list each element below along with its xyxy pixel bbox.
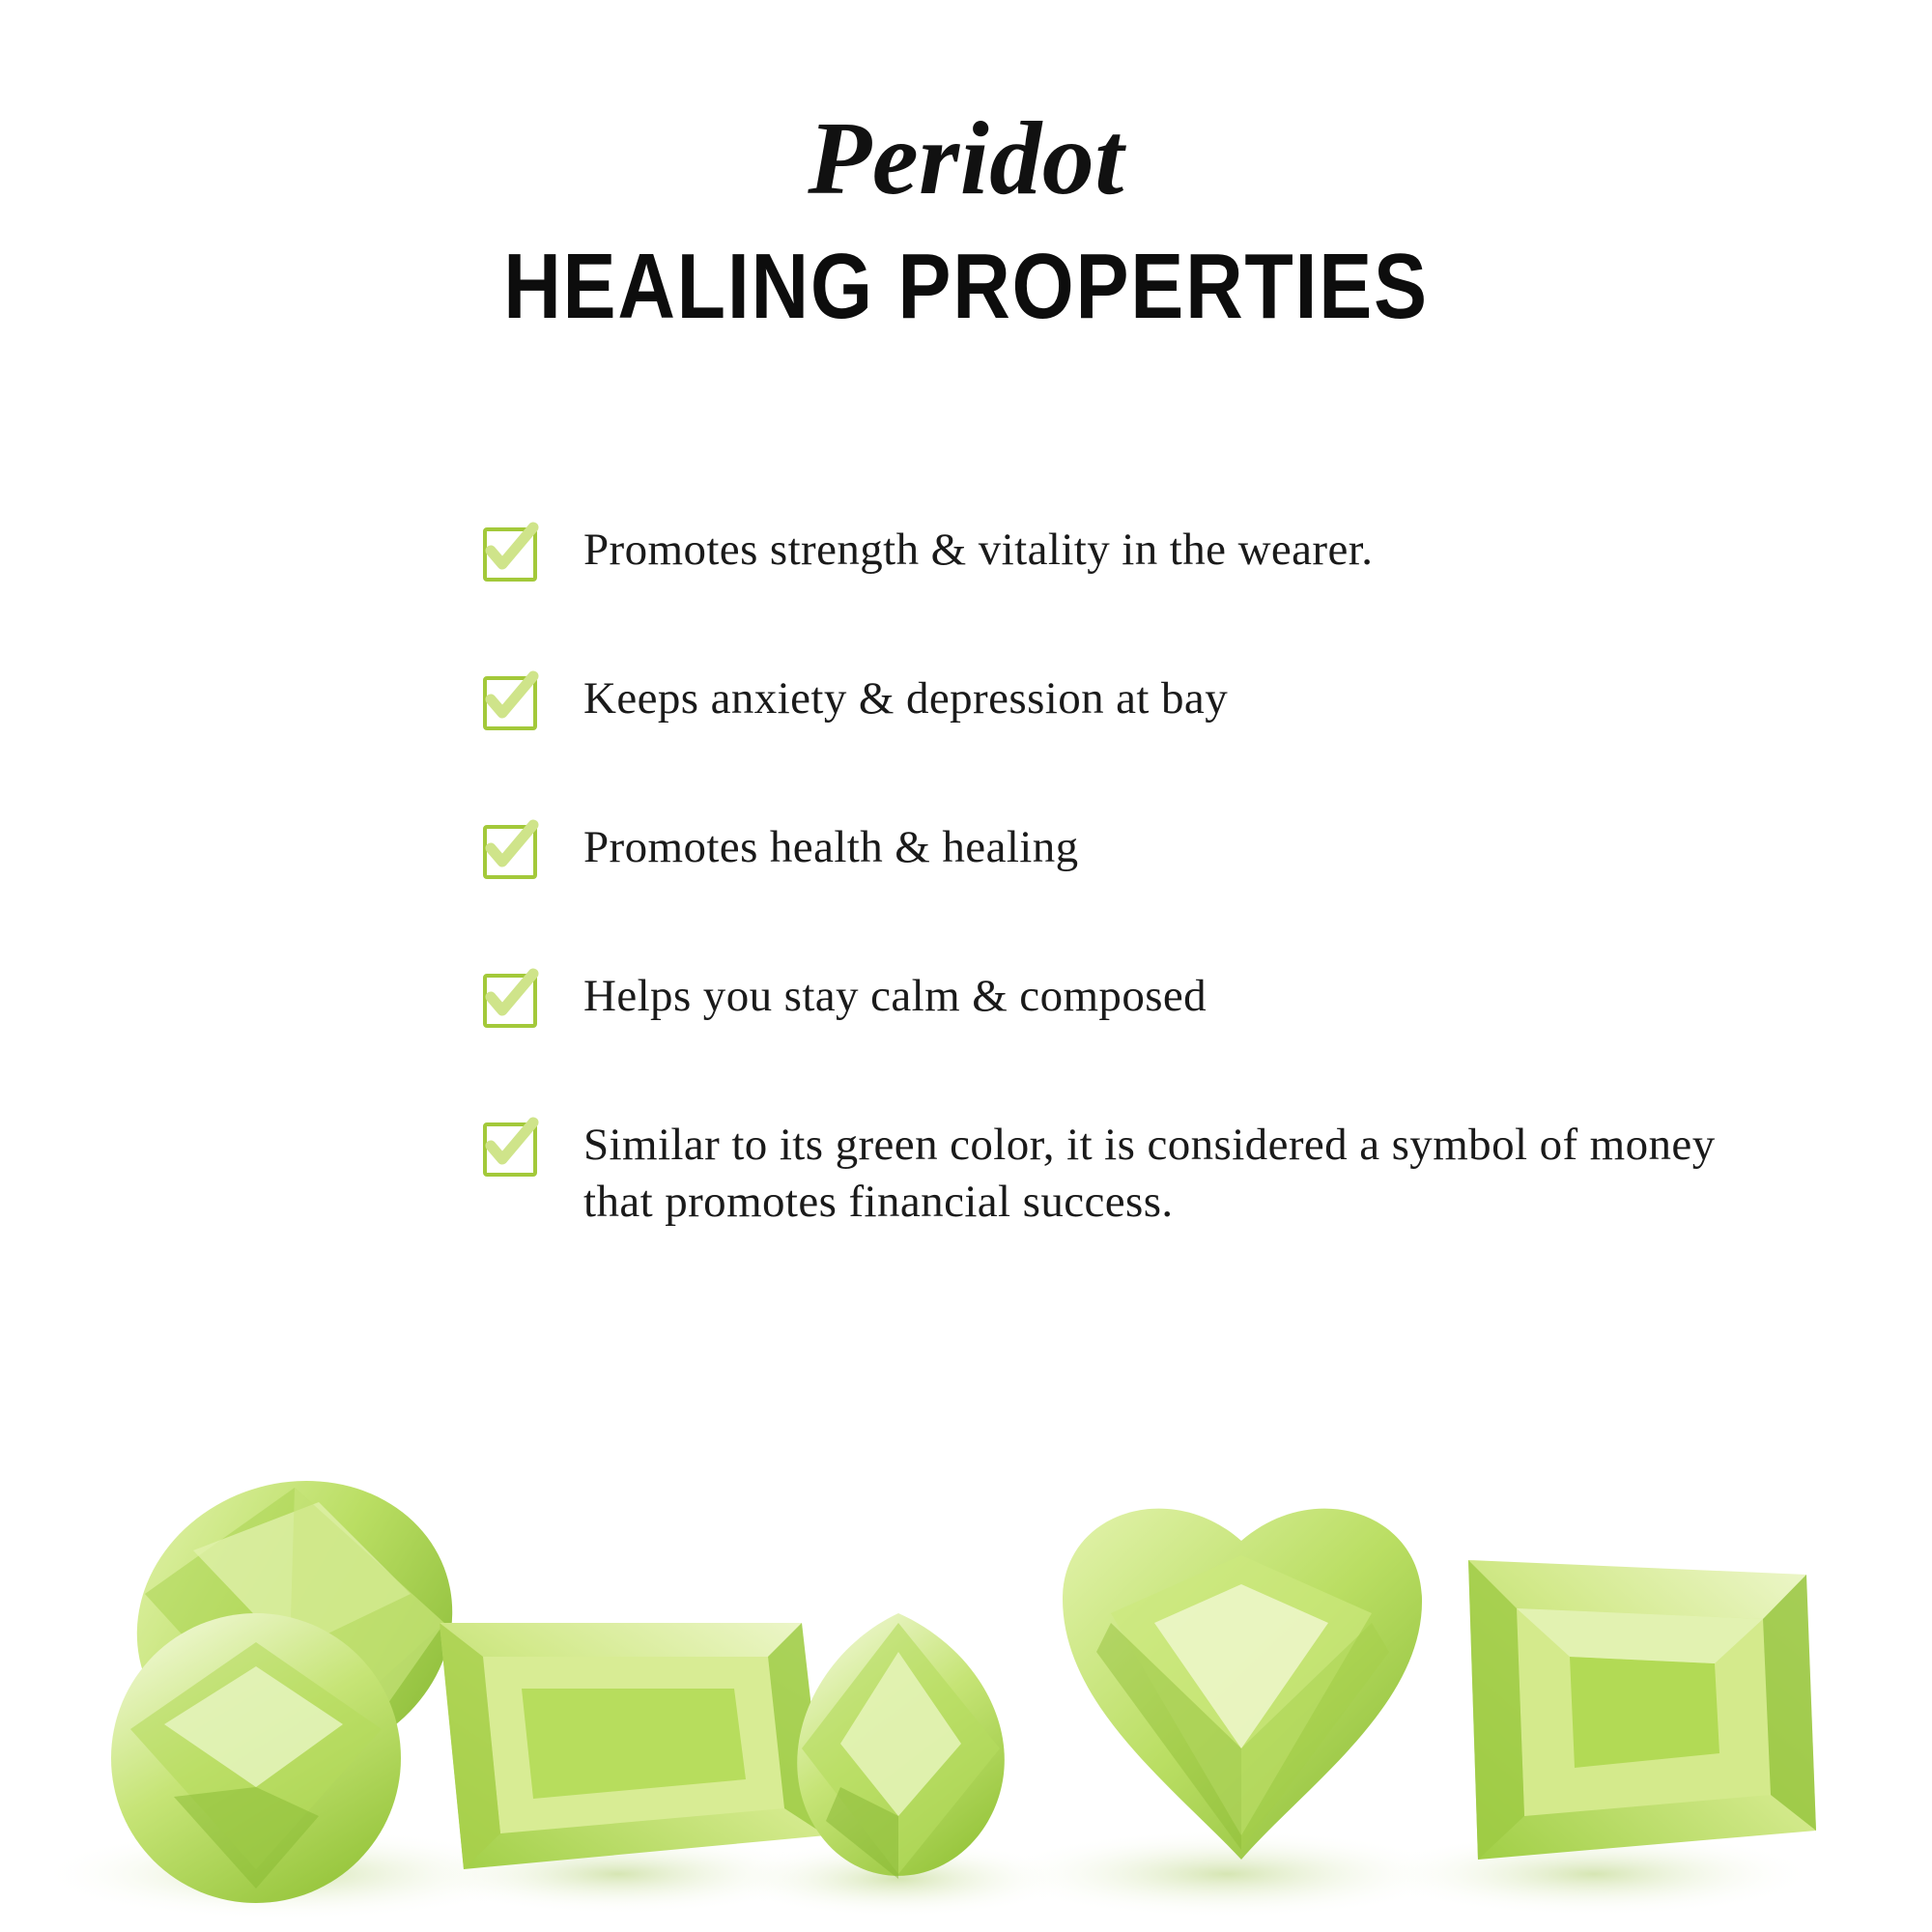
list-item: [483, 1117, 1826, 1231]
list-item-label: Keeps anxiety & depression at bay: [583, 673, 1229, 724]
pear-gem: [797, 1613, 1005, 1879]
checkmark-icon: [483, 527, 537, 582]
emerald-cut-gem: [440, 1623, 826, 1869]
checkmark-icon: [483, 825, 537, 879]
heart-gem: [1063, 1509, 1422, 1860]
list-item-label: Promotes health & healing: [583, 822, 1079, 872]
checkmark-icon: [483, 974, 537, 1028]
square-gem: [1468, 1560, 1816, 1860]
healing-properties-list: [483, 522, 1826, 1231]
checkmark-icon: [483, 676, 537, 730]
peridot-gemstones-illustration: [0, 1333, 1932, 1932]
list-item: [483, 522, 1826, 582]
list-item-label: Similar to its green color, it is considered a symbol of money that promotes financial success.: [583, 1120, 1716, 1228]
poster-header: [0, 101, 1932, 339]
round-gem-small: [111, 1613, 401, 1903]
list-item: [483, 670, 1826, 730]
list-item-label: Promotes strength & vitality in the wearer.: [583, 525, 1374, 575]
list-item: [483, 819, 1826, 879]
page-title-main: HEALING PROPERTIES: [503, 235, 1429, 339]
list-item-label: Helps you stay calm & composed: [583, 971, 1208, 1021]
checkmark-icon: [483, 1122, 537, 1177]
page-title-script: Peridot: [808, 101, 1124, 216]
list-item: [483, 968, 1826, 1028]
